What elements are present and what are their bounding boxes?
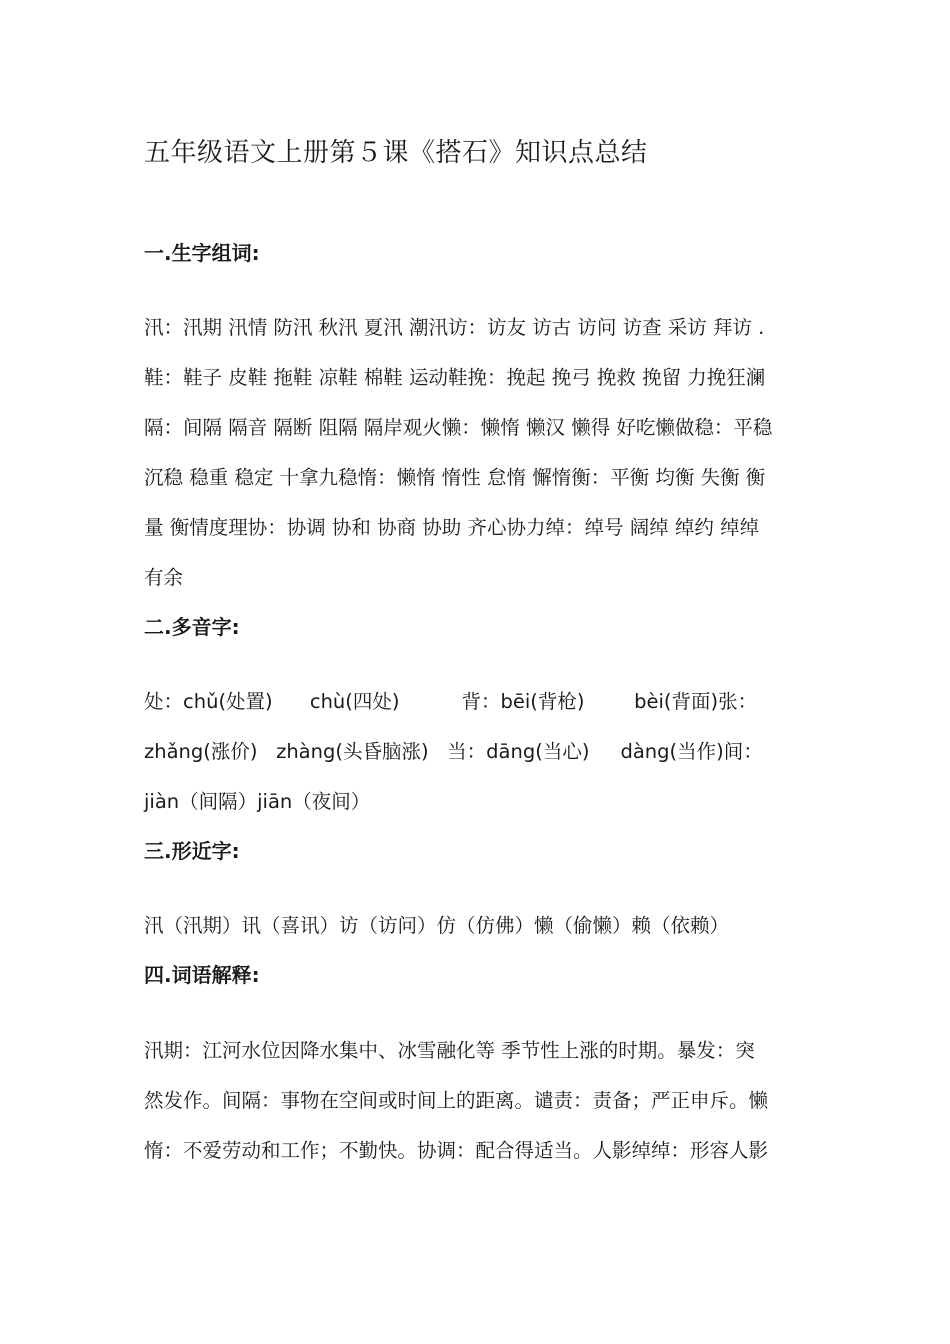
section-heading-word-explanations: 四.词语解释:: [144, 963, 260, 987]
paragraph-line: 处：chǔ(处置) chù(四处) 背：bēi(背枪) bèi(背面)张：: [144, 690, 758, 713]
section-heading-vocabulary: 一.生字组词:: [144, 241, 260, 265]
section-heading-polyphones: 二.多音字:: [144, 615, 240, 639]
paragraph-line: 惰：不爱劳动和工作；不勤快。协调：配合得适当。人影绰绰：形容人影: [144, 1139, 769, 1162]
paragraph-line: 沉稳 稳重 稳定 十拿九稳惰：懒惰 惰性 怠惰 懈惰衡：平衡 均衡 失衡 衡: [144, 466, 766, 489]
paragraph-line: 有余: [144, 566, 184, 589]
section-heading-similar-characters: 三.形近字:: [144, 839, 240, 863]
paragraph-line: 鞋：鞋子 皮鞋 拖鞋 凉鞋 棉鞋 运动鞋挽：挽起 挽弓 挽救 挽留 力挽狂澜: [144, 366, 766, 389]
paragraph-line: jiàn（间隔）jiān（夜间）: [144, 790, 371, 813]
paragraph-line: zhǎng(涨价) zhàng(头昏脑涨) 当：dāng(当心) dàng(当作)间：: [144, 740, 763, 763]
paragraph-line: 汛：汛期 汛情 防汛 秋汛 夏汛 潮汛访：访友 访古 访问 访查 采访 拜访 .: [144, 316, 765, 339]
paragraph-line: 隔：间隔 隔音 隔断 阻隔 隔岸观火懒：懒惰 懒汉 懒得 好吃懒做稳：平稳: [144, 416, 773, 439]
paragraph-line: 汛（汛期）讯（喜讯）访（访问）仿（仿佛）懒（偷懒）赖（依赖）: [144, 914, 730, 937]
paragraph-line: 量 衡情度理协：协调 协和 协商 协助 齐心协力绰：绰号 阔绰 绰约 绰绰: [144, 516, 760, 539]
paragraph-line: 汛期：江河水位因降水集中、冰雪融化等 季节性上涨的时期。暴发：突: [144, 1039, 755, 1062]
document-title: 五年级语文上册第５课《搭石》知识点总结: [144, 138, 648, 168]
paragraph-line: 然发作。间隔：事物在空间或时间上的距离。谴责：责备；严正申斥。懒: [144, 1089, 769, 1112]
